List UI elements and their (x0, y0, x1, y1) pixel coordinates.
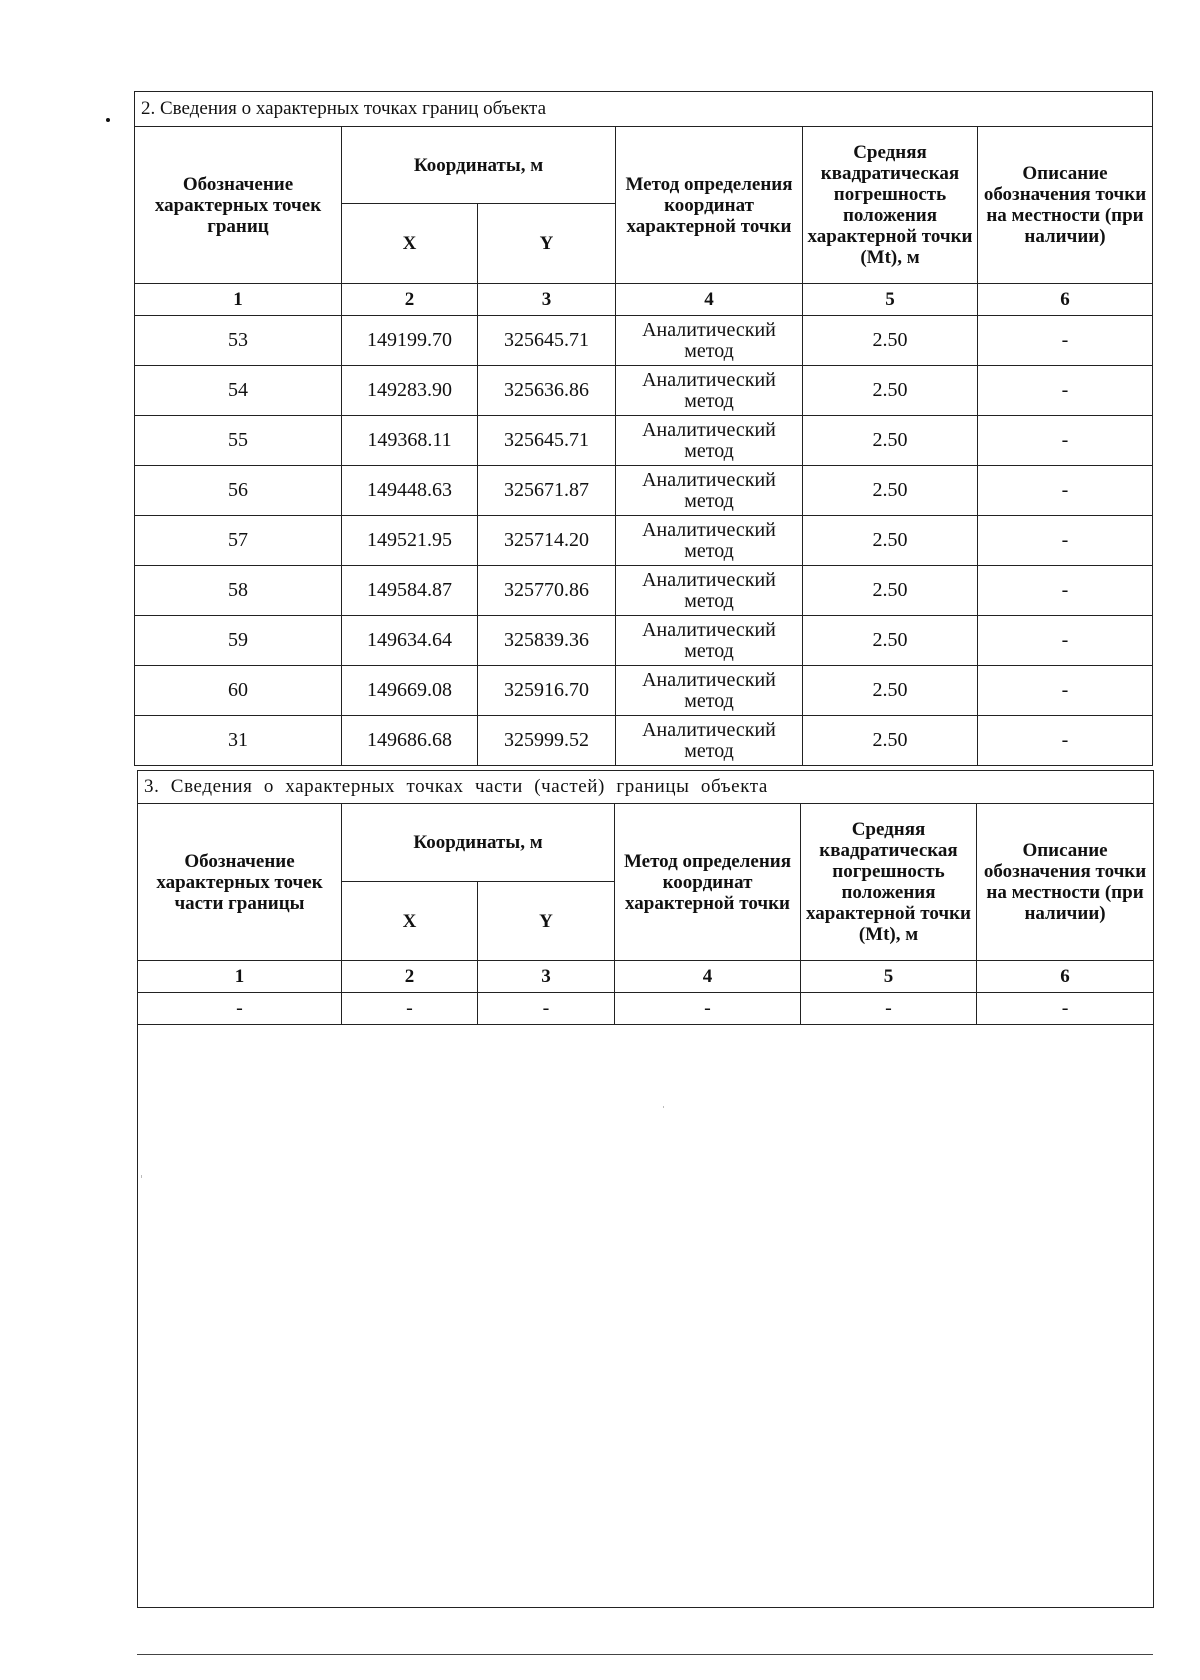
header-x: X (342, 882, 478, 961)
coord-y: 325636.86 (478, 366, 616, 416)
point-id: 54 (135, 366, 342, 416)
method-cell: Аналитический метод (616, 366, 803, 416)
col-number: 1 (135, 284, 342, 316)
header-error: Средняя квадратическая погрешность положения характерной точки (Mt), м (803, 127, 978, 284)
point-id: 59 (135, 616, 342, 666)
method-cell: Аналитический метод (616, 466, 803, 516)
point-id: 56 (135, 466, 342, 516)
coord-y: 325839.36 (478, 616, 616, 666)
column-numbers-row (135, 284, 1153, 316)
table-row (135, 516, 1153, 566)
coord-x: 149368.11 (342, 416, 478, 466)
point-id: 57 (135, 516, 342, 566)
error-cell: 2.50 (803, 366, 978, 416)
error-cell: 2.50 (803, 616, 978, 666)
description-cell: - (977, 993, 1154, 1025)
method-cell: Аналитический метод (616, 616, 803, 666)
point-id: 55 (135, 416, 342, 466)
point-id: 58 (135, 566, 342, 616)
method-cell: Аналитический метод (616, 516, 803, 566)
description-cell: - (978, 666, 1153, 716)
error-cell: 2.50 (803, 416, 978, 466)
table-row (135, 666, 1153, 716)
coord-y: 325770.86 (478, 566, 616, 616)
bullet-mark (106, 118, 110, 122)
method-cell: Аналитический метод (616, 716, 803, 766)
description-cell: - (978, 316, 1153, 366)
section-2-title: 2. Сведения о характерных точках границ объекта (135, 92, 1153, 127)
header-coordinates: Координаты, м (342, 127, 616, 204)
coord-x: 149448.63 (342, 466, 478, 516)
error-cell: 2.50 (803, 666, 978, 716)
point-id: 31 (135, 716, 342, 766)
table-row (135, 566, 1153, 616)
coord-x: 149686.68 (342, 716, 478, 766)
coord-y: 325999.52 (478, 716, 616, 766)
header-x: X (342, 204, 478, 284)
header-designation: Обозначение характерных точек части границы (138, 804, 342, 961)
table-row (135, 416, 1153, 466)
coord-x: 149521.95 (342, 516, 478, 566)
table-row (135, 716, 1153, 766)
error-cell: 2.50 (803, 316, 978, 366)
description-cell: - (978, 616, 1153, 666)
coord-y: 325916.70 (478, 666, 616, 716)
point-id: 60 (135, 666, 342, 716)
blank-area (138, 1025, 1154, 1608)
description-cell: - (978, 466, 1153, 516)
coord-x: 149283.90 (342, 366, 478, 416)
coord-y: 325671.87 (478, 466, 616, 516)
coord-x: 149634.64 (342, 616, 478, 666)
coord-y: 325645.71 (478, 416, 616, 466)
point-id: 53 (135, 316, 342, 366)
header-error: Средняя квадратическая погрешность положения характерной точки (Mt), м (801, 804, 977, 961)
error-cell: 2.50 (803, 716, 978, 766)
col-number: 5 (801, 961, 977, 993)
header-method: Метод определения координат характерной точки (615, 804, 801, 961)
boundary-points-table (134, 91, 1153, 766)
description-cell: - (978, 366, 1153, 416)
col-number: 5 (803, 284, 978, 316)
coord-x: 149584.87 (342, 566, 478, 616)
coord-x: 149199.70 (342, 316, 478, 366)
method-cell: Аналитический метод (616, 566, 803, 616)
col-number: 3 (478, 961, 615, 993)
error-cell: - (801, 993, 977, 1025)
error-cell: 2.50 (803, 516, 978, 566)
col-number: 4 (615, 961, 801, 993)
method-cell: Аналитический метод (616, 316, 803, 366)
column-numbers-row (138, 961, 1154, 993)
point-id: - (138, 993, 342, 1025)
col-number: 6 (978, 284, 1153, 316)
table-row (135, 466, 1153, 516)
description-cell: - (978, 716, 1153, 766)
table-row (138, 993, 1154, 1025)
header-coordinates: Координаты, м (342, 804, 615, 882)
coord-x: - (342, 993, 478, 1025)
description-cell: - (978, 516, 1153, 566)
coord-y: 325645.71 (478, 316, 616, 366)
col-number: 2 (342, 284, 478, 316)
col-number: 2 (342, 961, 478, 993)
part-boundary-points-table (137, 770, 1154, 1608)
header-y: Y (478, 882, 615, 961)
method-cell: - (615, 993, 801, 1025)
table-row (135, 366, 1153, 416)
table-row (135, 316, 1153, 366)
section-3-title: 3. Сведения о характерных точках части (частей) границы объекта (138, 771, 1154, 804)
error-cell: 2.50 (803, 466, 978, 516)
col-number: 3 (478, 284, 616, 316)
description-cell: - (978, 416, 1153, 466)
method-cell: Аналитический метод (616, 416, 803, 466)
header-method: Метод определения координат характерной точки (616, 127, 803, 284)
header-designation: Обозначение характерных точек границ (135, 127, 342, 284)
header-description: Описание обозначения точки на местности (при наличии) (978, 127, 1153, 284)
col-number: 4 (616, 284, 803, 316)
method-cell: Аналитический метод (616, 666, 803, 716)
coord-x: 149669.08 (342, 666, 478, 716)
header-y: Y (478, 204, 616, 284)
col-number: 1 (138, 961, 342, 993)
error-cell: 2.50 (803, 566, 978, 616)
header-description: Описание обозначения точки на местности (при наличии) (977, 804, 1154, 961)
description-cell: - (978, 566, 1153, 616)
table-row (135, 616, 1153, 666)
coord-y: - (478, 993, 615, 1025)
col-number: 6 (977, 961, 1154, 993)
footer-rule (137, 1654, 1153, 1655)
coord-y: 325714.20 (478, 516, 616, 566)
